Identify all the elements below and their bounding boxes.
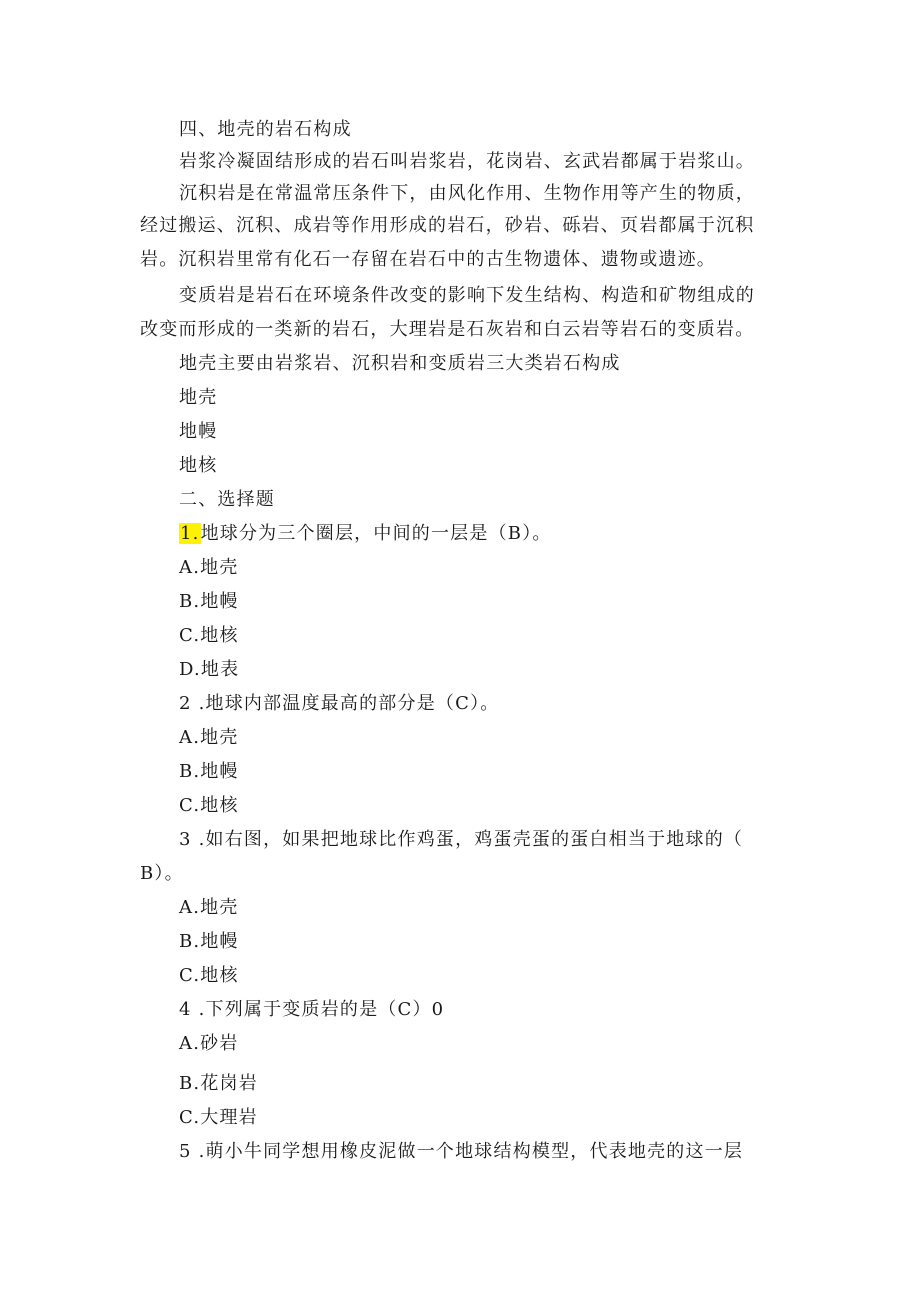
layer-label-mantle: 地幔 xyxy=(179,421,218,442)
layer-label-core: 地核 xyxy=(179,455,218,476)
question-1-option-c: C.地核 xyxy=(179,625,239,646)
paragraph-metamorphic-line-1: 变质岩是岩石在环境条件改变的影响下发生结构、构造和矿物组成的 xyxy=(179,285,755,306)
paragraph-sedimentary-line-1: 沉积岩是在常温常压条件下，由风化作用、生物作用等产生的物质， xyxy=(179,183,755,204)
section-heading-rock-composition: 四、地壳的岩石构成 xyxy=(179,119,352,140)
question-5: 5 .萌小牛同学想用橡皮泥做一个地球结构模型，代表地壳的这一层 xyxy=(179,1141,744,1162)
question-1-text: 地球分为三个圈层，中间的一层是（B）。 xyxy=(200,523,552,544)
question-2-option-a: A.地壳 xyxy=(179,727,239,748)
question-3-option-a: A.地壳 xyxy=(179,897,239,918)
question-3-line-2: B）。 xyxy=(140,863,184,884)
question-3-option-b: B.地幔 xyxy=(179,931,239,952)
question-4-option-c: C.大理岩 xyxy=(179,1107,258,1128)
paragraph-sedimentary-line-3: 岩。沉积岩里常有化石一存留在岩石中的古生物遗体、遗物或遗迹。 xyxy=(140,249,716,270)
question-1-option-a: A.地壳 xyxy=(179,557,239,578)
layer-label-crust: 地壳 xyxy=(179,387,218,408)
question-1-number-highlight: 1. xyxy=(180,523,200,544)
question-3-option-c: C.地核 xyxy=(179,965,239,986)
paragraph-metamorphic-line-2: 改变而形成的一类新的岩石，大理岩是石灰岩和白云岩等岩石的变质岩。 xyxy=(140,319,755,340)
question-3-line-1: 3 .如右图，如果把地球比作鸡蛋，鸡蛋壳蛋的蛋白相当于地球的（ xyxy=(179,829,744,850)
question-1 xyxy=(179,522,552,546)
paragraph-sedimentary-line-2: 经过搬运、沉积、成岩等作用形成的岩石，砂岩、砾岩、页岩都属于沉积 xyxy=(140,215,755,236)
question-1-option-b: B.地幔 xyxy=(179,591,239,612)
question-4: 4 .下列属于变质岩的是（C）0 xyxy=(179,999,445,1020)
question-2-option-c: C.地核 xyxy=(179,795,239,816)
question-2: 2 .地球内部温度最高的部分是（C）。 xyxy=(179,693,500,714)
question-4-option-a: A.砂岩 xyxy=(179,1033,239,1054)
question-1-option-d: D.地表 xyxy=(179,659,240,680)
paragraph-igneous-rock: 岩浆冷凝固结形成的岩石叫岩浆岩，花岗岩、玄武岩都属于岩浆山。 xyxy=(179,151,755,172)
paragraph-crust-summary: 地壳主要由岩浆岩、沉积岩和变质岩三大类岩石构成 xyxy=(179,353,621,374)
section-heading-choice-questions: 二、选择题 xyxy=(179,489,275,510)
question-4-option-b: B.花岗岩 xyxy=(179,1073,258,1094)
question-2-option-b: B.地幔 xyxy=(179,761,239,782)
